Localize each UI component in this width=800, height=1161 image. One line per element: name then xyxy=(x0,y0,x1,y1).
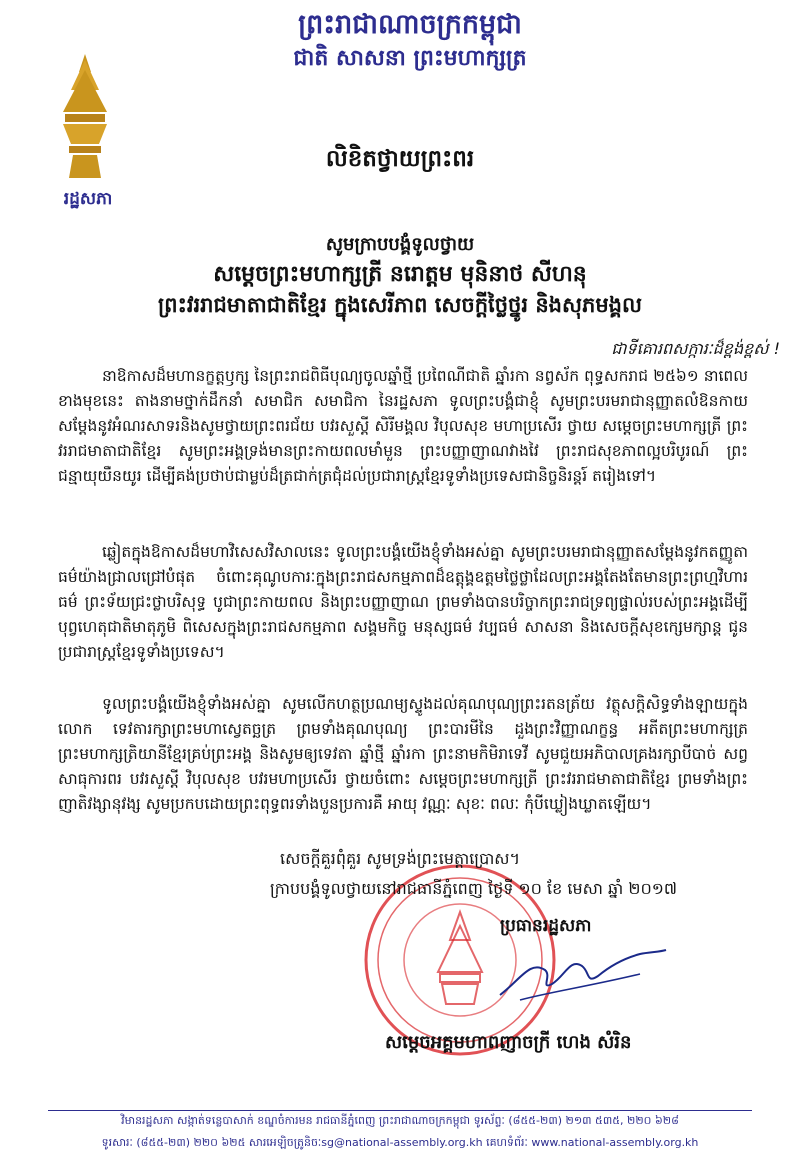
addressee-name: សម្តេចព្រះមហាក្សត្រី នរោត្តម មុនិនាថ សីហនុ xyxy=(213,262,587,287)
signer-title: ប្រធានរដ្ឋសភា xyxy=(500,916,592,936)
signature-icon xyxy=(490,940,670,1010)
addressee-intro: សូមក្រាបបង្គំទូលថ្វាយ xyxy=(325,234,475,255)
body-paragraph-3: ទូលព្រះបង្គំយើងខ្ញុំទាំងអស់គ្នា សូមលើកហត្ថប្រណម្យស្ទូងដល់គុណបុណ្យព្រះរតនត្រ័យ វត្ថុសក្តិសិទ្ធទាំងឡាយក្នុងលោក ទេវតារក្សាព្រះមហាស្វេតច្ឆត្រ ព្រមទាំងគុណបុណ្យ ព្រះបារមីនៃ ដួងព្រះវិញ្ញាណក្ខន្ធ អតីតព្រះមហាក្សត្រ ព្រះមហាក្សត្រិយានីខ្មែរគ្រប់ព្រះអង្គ និងសូមឲ្យទេវតា ឆ្នាំថ្មី ឆ្នាំរកា ព្រះនាមកិមិរាទេវី សូមជួយអភិបាលគ្រងរក្សាបីបាច់ សព្វសាធុការពរ បវរសួស្តី វិបុលសុខ បវរមហាប្រសើរ ថ្វាយចំពោះ សម្តេចព្រះមហាក្សត្រី ព្រះវររាជមាតាជាតិខ្មែរ ព្រមទាំងព្រះញាតិវង្សានុវង្ស សូមប្រកបដោយព្រះពុទ្ធពរទាំងបួនប្រការគឺ អាយុ វណ្ណៈ សុខៈ ពលៈ កុំបីឃ្លៀងឃ្លាតឡើយ។ xyxy=(58,695,748,813)
document-title: លិខិតថ្វាយព្រះពរ xyxy=(325,146,475,172)
footer-divider xyxy=(48,1110,752,1111)
footer-contact: ទូរសារៈ (៨៥៥-២៣) ២២០ ៦២៥ សារអេឡិចត្រូនិចៈsg@national-assembly.org.kh គេហទំព័រៈ www.national-assembly.org.kh xyxy=(101,1136,699,1149)
signer-name: សម្តេចអគ្គមហាពញាចក្រី ហេង សំរិន xyxy=(385,1032,632,1053)
addressee-title: ព្រះវររាជមាតាជាតិខ្មែរ ក្នុងសេរីភាព សេចក្តីថ្លៃថ្នូរ និងសុភមង្គល xyxy=(158,293,642,317)
body-paragraph-1: នាឱកាសដ៏មហានក្ខត្តឫក្ស នៃព្រះរាជពិធីបុណ្យចូលឆ្នាំថ្មី ប្រពៃណីជាតិ ឆ្នាំរកា នព្វស័ក ពុទ្ធសករាជ ២៥៦១ នាពេលខាងមុខនេះ តាងនាមថ្នាក់ដឹកនាំ សមាជិក សមាជិកា នៃរដ្ឋសភា ទូលព្រះបង្គំជាខ្ញុំ សូមព្រះបរមរាជានុញ្ញាតលំឱនកាយសម្តែងនូវអំណរសាទរនិងសូមថ្វាយព្រះពរជ័យ បវរសួស្តី សិរីមង្គល វិបុលសុខ មហាប្រសើរ ថ្វាយ សម្តេចព្រះមហាក្សត្រី ព្រះវររាជមាតាជាតិខ្មែរ សូមព្រះអង្គទ្រង់មានព្រះកាយពលមាំមួន ព្រះបញ្ញាញាណវាងវៃ ព្រះរាជសុខភាពល្អបរិបូរណ៍ ព្រះជន្មាយុយឺនយូរ ដើម្បីគង់ប្រថាប់ជាម្លប់ដ៏ត្រជាក់ត្រជុំដល់ប្រជារាស្ត្រខ្មែរទូទាំងប្រទេសជានិច្ចនិរន្តរ៍ តរៀងទៅ។ xyxy=(58,367,748,485)
closing-line: សេចក្តីគួរពុំគួរ សូមទ្រង់ព្រះមេត្តាប្រោស។ xyxy=(280,849,521,868)
institution-name: រដ្ឋសភា xyxy=(63,189,113,209)
footer-address: វិមានរដ្ឋសភា សង្កាត់ទន្លេបាសាក់ ខណ្ឌចំការមន រាជធានីភ្នំពេញ ព្រះរាជាណាចក្រកម្ពុជា ទូរស័ព្ទៈ (៨៥៥-២៣) ២១៣ ៥៣៥, ២២០ ៦២៨ xyxy=(121,1114,679,1127)
body-paragraph-2: ឆ្លៀតក្នុងឱកាសដ៏មហាវិសេសវិសាលនេះ ទូលព្រះបង្គំយើងខ្ញុំទាំងអស់គ្នា សូមព្រះបរមរាជានុញ្ញាតសម្តែងនូវកតញ្ញូតាធម៌យ៉ាងជ្រាលជ្រៅបំផុត ចំពោះគុណូបការៈក្នុងព្រះរាជសកម្មភាពដ៏ឧត្តុង្គឧត្តមថ្លៃថ្លាដែលព្រះអង្គតែងតែមានព្រះព្រហ្មវិហារធម៌ ព្រះទ័យជ្រះថ្លាបរិសុទ្ធ បូជាព្រះកាយពល និងព្រះបញ្ញាញាណ ព្រមទាំងបានបរិច្ចាកព្រះរាជទ្រព្យផ្ទាល់របស់ព្រះអង្គដើម្បីបុព្វហេតុជាតិមាតុភូមិ ពិសេសក្នុងព្រះរាជសកម្មភាព សង្គមកិច្ច មនុស្សធម៌ វប្បធម៌ សាសនា និងសេចក្តីសុខក្សេមក្សាន្ត ជូនប្រជារាស្ត្រខ្មែរទូទាំងប្រទេស។ xyxy=(58,543,748,661)
salutation: ជាទីគោរពសក្ការៈដ៏ខ្ពង់ខ្ពស់ ! xyxy=(611,339,780,358)
date-line: ក្រាបបង្គំទូលថ្វាយនៅរាជធានីភ្នំពេញ ថ្ងៃទី ១០ ខែ មេសា ឆ្នាំ ២០១៧ xyxy=(270,879,677,898)
kingdom-title: ព្រះរាជាណាចក្រកម្ពុជា xyxy=(298,9,522,40)
national-assembly-emblem-icon xyxy=(55,52,115,182)
kingdom-motto: ជាតិ សាសនា ព្រះមហាក្សត្រ xyxy=(293,46,527,71)
